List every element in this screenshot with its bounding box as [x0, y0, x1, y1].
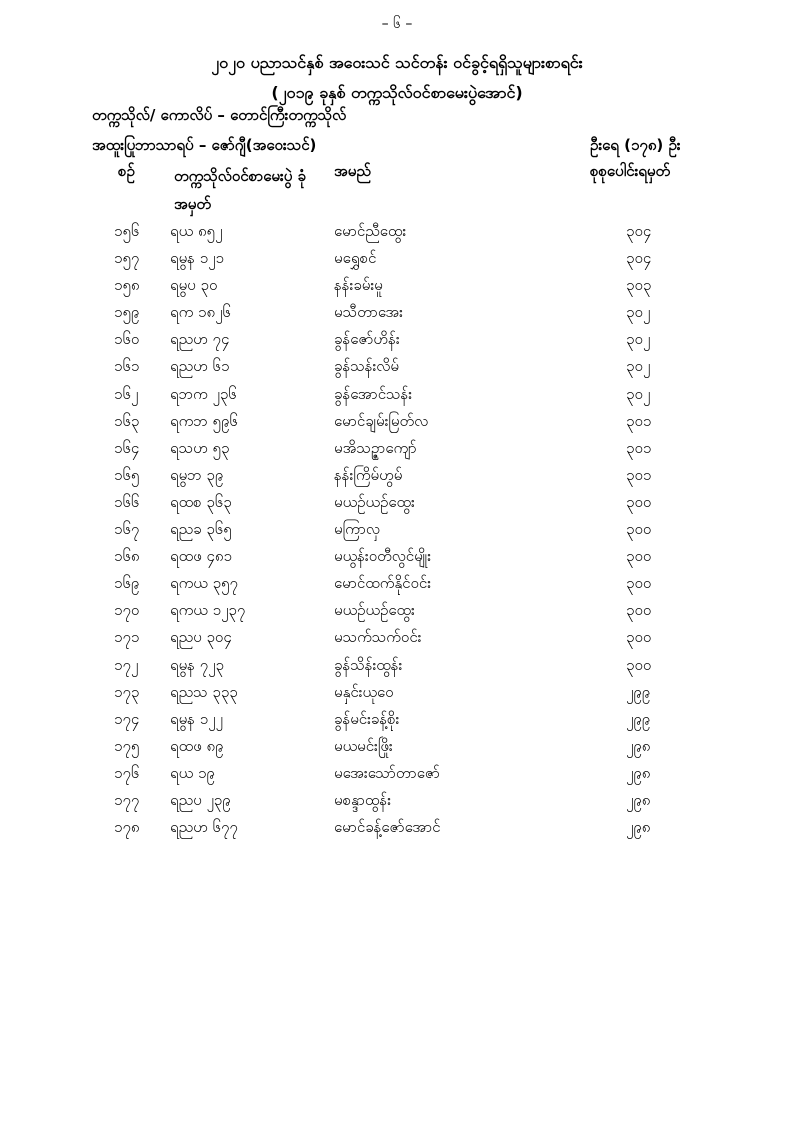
row-number: ၁၆၈ — [114, 547, 140, 566]
roll-number: ရထစ ၃၆၃ — [170, 492, 232, 511]
header-no: စဉ် — [118, 162, 135, 180]
table-row — [0, 737, 794, 764]
student-name: ခွန်သိန်းထွန်း — [334, 655, 403, 674]
student-name: ခွန်အောင်သန်း — [334, 384, 413, 403]
roll-number: ရမွန ၇၂၃ — [170, 655, 224, 674]
row-number: ၁၇၁ — [114, 628, 140, 647]
row-number: ၁၆၂ — [114, 384, 139, 403]
total-marks: ၃၀၀ — [626, 601, 652, 620]
roll-number: ရညပ ၃၀၄ — [170, 628, 232, 647]
subject-line: အထူးပြုဘာသာရပ် – ဇော်ဂျီ(အဝေးသင်) — [92, 136, 317, 154]
header-marks: စုစုပေါင်းရမှတ် — [590, 162, 671, 180]
document-subtitle: (၂၀၁၉ ခုနှစ် တက္ကသိုလ်ဝင်စာမေးပွဲအောင်) — [271, 83, 523, 102]
row-number: ၁၅၈ — [114, 276, 140, 295]
student-name: မောင်ညီထွေး — [334, 222, 407, 240]
roll-number: ရညဟ ၇၄ — [170, 330, 230, 349]
roll-number: ရက ၁၈၂၆ — [170, 303, 231, 322]
roll-number: ရမွန ၁၂၁ — [170, 249, 224, 268]
table-row — [0, 439, 794, 466]
roll-number: ရဘက ၂၃၆ — [170, 384, 237, 403]
student-name: မယဉ်ယဉ်ထွေး — [334, 601, 415, 620]
total-marks: ၃၀၂ — [626, 330, 651, 349]
roll-number: ရသဟ ၅၃ — [170, 438, 230, 457]
total-marks: ၃၀၀ — [626, 628, 652, 647]
student-name: မယမင်းဖြိုး — [334, 736, 393, 755]
table-row — [0, 574, 794, 601]
table-row — [0, 466, 794, 493]
page-number: – ၆ – — [381, 16, 413, 32]
header-name: အမည် — [334, 162, 371, 180]
student-name: မသီတာအေး — [334, 303, 403, 322]
table-row — [0, 330, 794, 357]
student-name: မနှင်းယုဝေ — [334, 682, 394, 701]
student-name: ခွန်သန်းလိမ် — [334, 357, 399, 376]
table-row — [0, 520, 794, 547]
total-marks: ၃၀၀ — [626, 492, 652, 511]
table-row — [0, 222, 794, 249]
table-row — [0, 249, 794, 276]
total-marks: ၃၀၀ — [626, 655, 652, 674]
total-marks: ၃၀၀ — [626, 520, 652, 539]
roll-number: ရညဟ ၆၁ — [170, 357, 230, 376]
total-marks: ၃၀၂ — [626, 303, 651, 322]
total-marks: ၃၀၁ — [626, 465, 652, 484]
total-marks: ၃၀၂ — [626, 357, 651, 376]
total-marks: ၃၀၃ — [626, 276, 652, 295]
roll-number: ရကယ ၁၂၃၇ — [170, 601, 246, 620]
student-name: မယွန်းဝတီလွင်မျိုး — [334, 547, 432, 566]
row-number: ၁၇၈ — [114, 818, 140, 837]
student-name: မစန္ဒာထွန်း — [334, 790, 391, 809]
row-number: ၁၇၄ — [114, 709, 140, 728]
roll-number: ရထဖ ၈၉ — [170, 736, 224, 755]
roll-number: ရယ ၁၉ — [170, 763, 215, 782]
total-marks: ၃၀၀ — [626, 547, 652, 566]
student-name: မောင်ထက်နိုင်ဝင်း — [334, 574, 432, 593]
student-name: မောင်ခန့်ဇော်အောင် — [334, 818, 441, 837]
roll-number: ရညပ ၂၃၉ — [170, 790, 231, 809]
student-name: မအေးသော်တာဇော် — [334, 763, 440, 782]
table-row — [0, 412, 794, 439]
table-row — [0, 385, 794, 412]
row-number: ၁၆၃ — [114, 411, 140, 430]
row-number: ၁၆၀ — [114, 330, 140, 349]
roll-number: ရမွဘ ၃၉ — [170, 465, 224, 484]
student-name: မယဉ်ယဉ်ထွေး — [334, 492, 415, 511]
roll-number: ရထဖ ၄၈၁ — [170, 547, 232, 566]
student-name: မအိသဥ္ဇာကျော် — [334, 438, 417, 457]
university-line: တက္ကသိုလ်/ ကောလိပ် – တောင်ကြီးတက္ကသိုလ် — [92, 106, 347, 124]
row-number: ၁၇၀ — [114, 601, 140, 620]
roll-number: ရမွပ ၃၀ — [170, 276, 218, 295]
total-marks: ၂၉၈ — [626, 790, 651, 809]
total-marks: ၂၉၉ — [626, 709, 651, 728]
roll-number: ရညသ ၃၃၃ — [170, 682, 238, 701]
row-number: ၁၇၅ — [114, 736, 140, 755]
document-title: ၂၀၂၀ ပညာသင်နှစ် အဝေးသင် သင်တန်း ဝင်ခွင့်ရရှိသူများစာရင်း — [211, 53, 583, 72]
table-row — [0, 710, 794, 737]
table-row — [0, 357, 794, 384]
total-count: ဦးရေ (၁၇၈) ဦး — [590, 136, 681, 154]
total-marks: ၃၀၁ — [626, 438, 652, 457]
row-number: ၁၅၇ — [114, 249, 140, 268]
table-row — [0, 818, 794, 845]
table-row — [0, 628, 794, 655]
results-table — [0, 222, 794, 845]
student-name: မကြာလှ — [334, 520, 380, 539]
student-name: ခွန်မင်းခန့်စိုး — [334, 709, 400, 728]
row-number: ၁၆၆ — [114, 492, 140, 511]
row-number: ၁၅၆ — [114, 222, 140, 240]
table-row — [0, 791, 794, 818]
student-name: ခွန်ဇော်ဟိန်း — [334, 330, 400, 349]
roll-number: ရကဘ ၅၉၆ — [170, 411, 238, 430]
table-row — [0, 656, 794, 683]
table-row — [0, 683, 794, 710]
student-name: မရွှေစင် — [334, 249, 377, 268]
total-marks: ၃၀၁ — [626, 411, 652, 430]
row-number: ၁၇၂ — [114, 655, 139, 674]
total-marks: ၂၉၈ — [626, 736, 651, 755]
roll-number: ရယ ၈၅၂ — [170, 222, 223, 240]
total-marks: ၂၉၉ — [626, 682, 651, 701]
student-name: နန်းကြိမ်ဟွမ် — [334, 465, 403, 484]
student-name: မောင်ချမ်းမြတ်လ — [334, 411, 429, 430]
total-marks: ၃၀၀ — [626, 574, 652, 593]
row-number: ၁၇၆ — [114, 763, 140, 782]
roll-number: ရကယ ၃၅၇ — [170, 574, 238, 593]
row-number: ၁၆၄ — [114, 438, 140, 457]
total-marks: ၃၀၂ — [626, 384, 651, 403]
table-row — [0, 493, 794, 520]
total-marks: ၃၀၄ — [626, 222, 652, 240]
row-number: ၁၆၅ — [114, 465, 140, 484]
table-row — [0, 764, 794, 791]
roll-number: ရညခ ၃၆၅ — [170, 520, 232, 539]
total-marks: ၂၉၈ — [626, 818, 651, 837]
row-number: ၁၆၉ — [114, 574, 140, 593]
total-marks: ၃၀၄ — [626, 249, 652, 268]
table-row — [0, 276, 794, 303]
student-name: မသက်သက်ဝင်း — [334, 628, 422, 647]
row-number: ၁၇၃ — [114, 682, 140, 701]
row-number: ၁၆၇ — [114, 520, 140, 539]
row-number: ၁၆၁ — [114, 357, 140, 376]
roll-number: ရညဟ ၆၇၇ — [170, 818, 238, 837]
table-row — [0, 601, 794, 628]
roll-number: ရမွန ၁၂၂ — [170, 709, 223, 728]
table-row — [0, 547, 794, 574]
row-number: ၁၅၉ — [114, 303, 140, 322]
row-number: ၁၇၇ — [114, 790, 140, 809]
student-name: နန်းခမ်းမူ — [334, 276, 383, 295]
table-row — [0, 303, 794, 330]
total-marks: ၂၉၈ — [626, 763, 651, 782]
header-roll: တက္ကသိုလ်ဝင်စာမေးပွဲ ခုံအမှတ် — [174, 167, 306, 213]
